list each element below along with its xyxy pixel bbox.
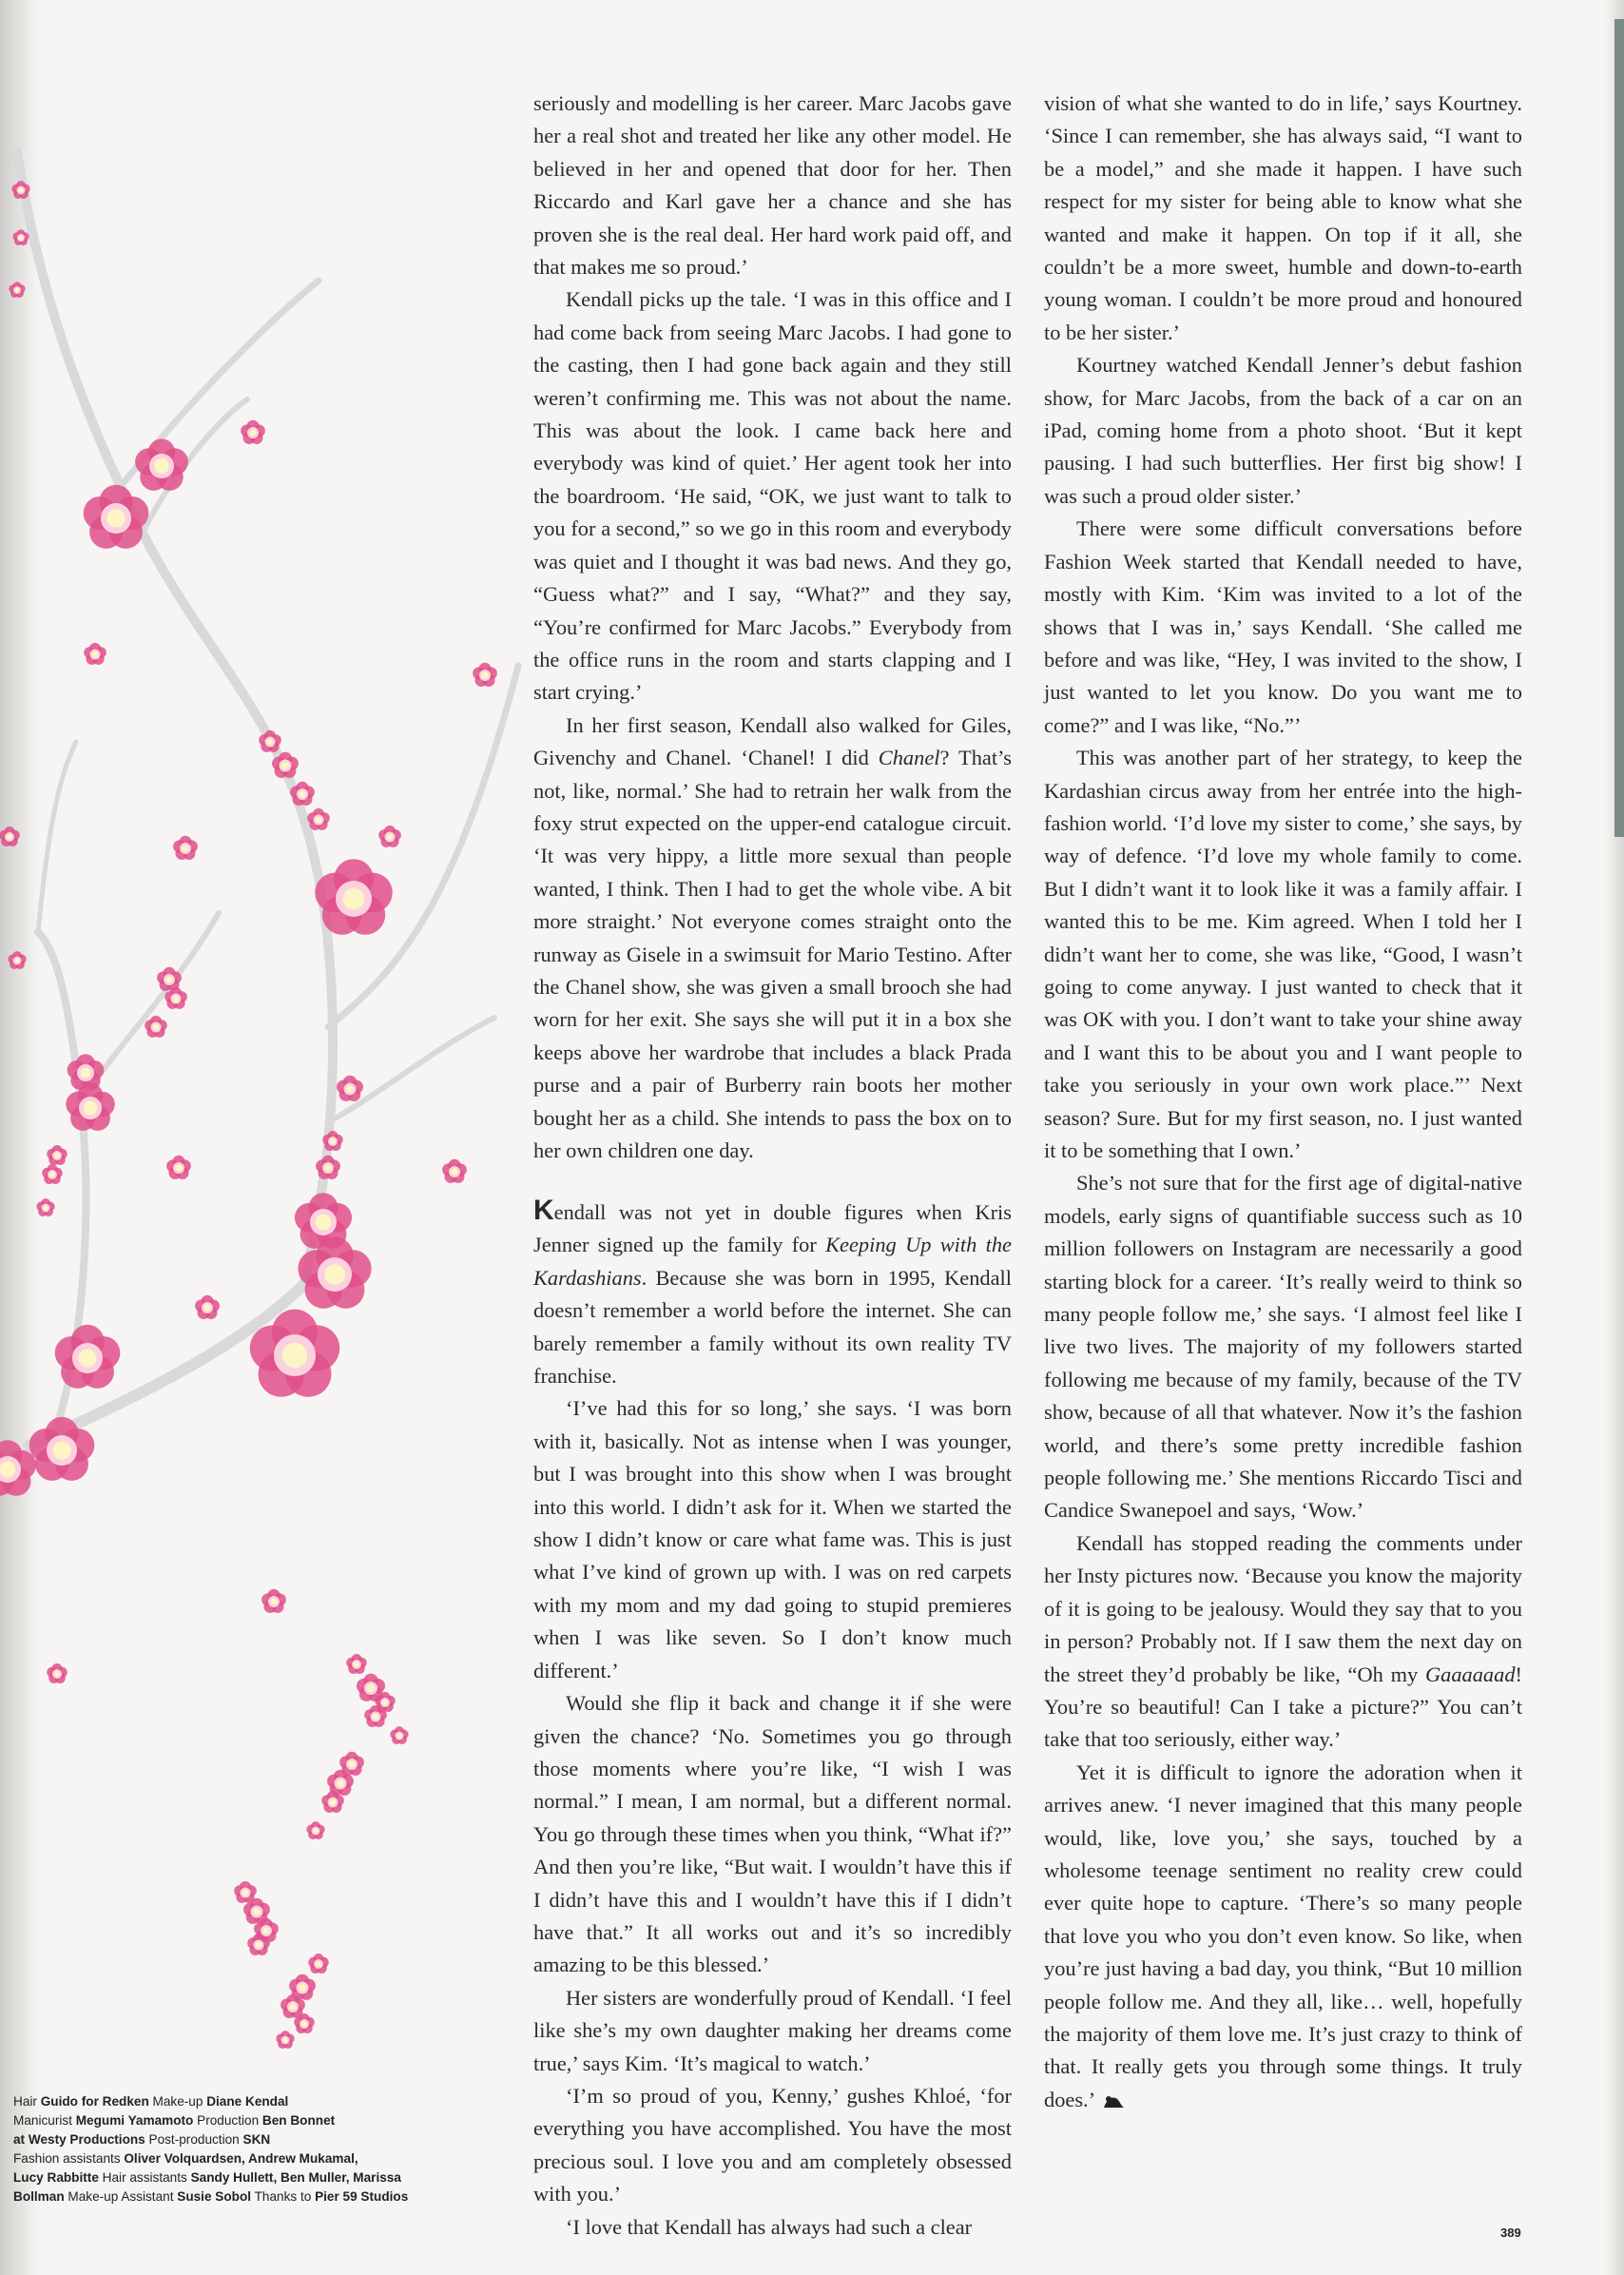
- article-column-1-section-2: [533, 1195, 1012, 2244]
- blossom-flower: [29, 1417, 95, 1481]
- credit-line: Bollman Make-up Assistant Susie Sobol Thanks to Pier 59 Studios: [13, 2189, 409, 2204]
- paragraph: seriously and modelling is her career. Marc Jacobs gave her a real shot and treated her like any other model. He believed in her and opened that door for her. Then Riccardo and Karl gave her a chance and she has proven she is the real deal. Her hard work paid off, and that makes me so proud.’: [533, 91, 1012, 280]
- paragraph: Would she flip it back and change it if she were given the chance? ‘No. Sometimes you go through those moments where you’re like, “I wish I was normal.” I mean, I am normal, but a different normal. You go through these times when you think, “What if?” And then you’re like, “But wait. I wouldn’t have this if I didn’t have this and I wouldn’t have this if I didn’t have that.” It all works out and it’s so incredibly amazing to be this blessed.’: [533, 1691, 1012, 1977]
- paragraph: Kendall has stopped reading the comments under her Insty pictures now. ‘Because you know the majority of it is going to be jealousy. Would they say that to you in person? Probably not. If I saw them the next day on the street they’d probably be like, “Oh my Gaaaaaad! You’re so beautiful! Can I take a picture?” You can’t take that too seriously, either way.’: [1044, 1530, 1522, 1752]
- blossom-flower: [8, 951, 26, 969]
- blossom-flower: [42, 1164, 62, 1184]
- paragraph: ‘I love that Kendall has always had such a clear: [566, 2214, 973, 2239]
- page-number: 389: [1500, 2226, 1521, 2240]
- credit-line: Manicurist Megumi Yamamoto Production Ben Bonnet: [13, 2113, 336, 2128]
- blossom-flower: [36, 1198, 54, 1216]
- photo-credits: [13, 2092, 508, 2207]
- credit-line: Hair Guido for Redken Make-up Diane Kendal: [13, 2094, 289, 2109]
- blossom-flower: [307, 808, 330, 830]
- blossom-flower: [337, 1076, 363, 1101]
- blossom-flower: [378, 826, 401, 847]
- blossom-flower: [11, 181, 29, 199]
- blossom-flower: [84, 485, 149, 549]
- paragraph: vision of what she wanted to do in life,’ says Kourtney. ‘Since I can remember, she has always said, “I want to be a model,” and she made it happen. I have such respect for my sister for being able to know what she wanted and make it happen. On top if it all, she couldn’t be a more sweet, humble and down-to-earth young woman. I couldn’t be more proud and honoured to be her sister.’: [1044, 91, 1522, 344]
- blossom-flower: [316, 1156, 340, 1179]
- paragraph: Kourtney watched Kendall Jenner’s debut fashion show, for Marc Jacobs, from the back of a car on an iPad, coming home from a photo shoot. ‘But it kept pausing. I had such butterflies. Her first big show! I was such a proud older sister.’: [1044, 353, 1522, 508]
- paragraph: Her sisters are wonderfully proud of Kendall. ‘I feel like she’s my own daughter making her dreams come true,’ says Kim. ‘It’s magical to watch.’: [533, 1985, 1012, 2075]
- article-column-1: [533, 88, 1012, 1167]
- blossom-flower: [308, 1954, 328, 1974]
- blossom-flower: [276, 2031, 294, 2049]
- paragraph: Yet it is difficult to ignore the adoration when it arrives anew. ‘I never imagined that this many people would, like, love you,’ she says, touched by a wholesome teenage sentiment no reality crew could ever quite hope to capture. ‘There’s so many people that love you who you don’t even know. So like, when you’re just having a bad day, you think, “But 10 million people follow me. And they all, like… well, hopefully the majority of them love me. It’s just crazy to think of that. It really gets you through some things. It truly does.’: [1044, 1760, 1522, 2111]
- paragraph: This was another part of her strategy, to keep the Kardashian circus away from her entrée into the high-fashion world. ‘I’d love my sister to come,’ she says, by way of defence. ‘I’d love my whole family to come. But I didn’t want it to look like it was a family affair. I wanted this to be me. Kim agreed. When I told her I didn’t want her to come, she was like, “Good, I wasn’t going to come anyway. I just wanted to check that it was OK with you. I don’t want to take your shine away and I want this to be about you and I want people to take you seriously in your own work place.”’ Next season? Sure. But for my first season, no. I just wanted it to be something that I own.’: [1044, 746, 1522, 1162]
- blossom-flower: [306, 1821, 324, 1839]
- blossom-flower: [84, 643, 106, 665]
- paragraph: Kendall picks up the tale. ‘I was in this office and I had come back from seeing Marc Jacobs. I had gone to the casting, then I had gone back again and they still weren’t confirming me. This was not about the name. This was about the look. I came back here and everybody was kind of quiet.’ Her agent took her into the boardroom. ‘He said, “OK, we just want to talk to you for a second,” so we go in this room and everybody was quiet and I thought it was bad news. And they go, “Guess what?” and I say, “What?” and they say, “You’re confirmed for Marc Jacobs.” Everybody from the office runs in the room and starts clapping and I start crying.’: [533, 287, 1012, 705]
- paragraph: ‘I’ve had this for so long,’ she says. ‘I was born with it, basically. Not as intense when I was younger, but I was brought into this show when I was brought into this world. I didn’t ask for it. When we started the show I didn’t know or care what fame was. This is just what I’ve kind of grown up with. I was on red carpets with my mom and my dad going to stupid premieres when I was like seven. So I don’t know much different.’: [533, 1396, 1012, 1682]
- credit-line: Fashion assistants Oliver Volquardsen, Andrew Mukamal,: [13, 2151, 358, 2166]
- blossom-flower: [66, 1083, 115, 1131]
- blossom-flower: [145, 1016, 167, 1038]
- blossom-flower: [0, 826, 20, 846]
- blossom-flower: [315, 859, 393, 935]
- paragraph: In her first season, Kendall also walked for Giles, Givenchy and Chanel. ‘Chanel! I did Chanel? That’s not, like, normal.’ She had to retrain her walk from the foxy strut expected on the upper-end catalogue circuit. ‘It was very hippy, a little more sexual than people wanted, I think. Then I had to get the whole vibe. A bit more straight.’ Not everyone comes straight onto the runway as Gisele in a swimsuit for Mario Testino. After the Chanel show, she was given a small brooch she had worn for her exit. She says she will put it in a box she keeps above her wardrobe that includes a black Prada purse and a pair of Burberry rain boots her mother bought her as a child. She intends to pass the box on to her own children one day.: [533, 712, 1012, 1162]
- blossom-flower: [9, 282, 25, 298]
- credit-line: Lucy Rabbitte Hair assistants Sandy Hullett, Ben Muller, Marissa: [13, 2170, 401, 2185]
- blossom-flower: [195, 1295, 220, 1319]
- blossom-flower: [442, 1159, 467, 1183]
- blossom-flower: [346, 1654, 366, 1674]
- blossom-flower: [166, 1156, 191, 1179]
- credit-line: at Westy Productions Post-production SKN: [13, 2132, 271, 2147]
- blossom-flower: [173, 836, 198, 860]
- paragraph: She’s not sure that for the first age of digital-native models, early signs of quantifiable success such as 10 million followers on Instagram are necessarily a good starting block for a career. ‘It’s really weird to think so many people follow me,’ she says. ‘I almost feel like I live two lives. The majority of my followers started following me because of my family, because of the TV show, because of all that whatever. Now it’s the fashion world, and there’s some pretty incredible fashion people following me.’ She mentions Riccardo Tisci and Candice Swanepoel and says, ‘Wow.’: [1044, 1171, 1522, 1523]
- blossom-flower: [241, 420, 265, 444]
- paragraph: ‘I’m so proud of you, Kenny,’ gushes Khloé, ‘for everything you have accomplished. You have the most precious soul. I love you and am completely obsessed with you.’: [533, 2083, 1012, 2207]
- blossom-flower: [47, 1663, 67, 1683]
- blossom-flower: [47, 1145, 67, 1165]
- article-column-2: [1044, 88, 1522, 2116]
- cherry-blossom-illustration: [0, 0, 532, 2092]
- end-mark-icon: [1101, 2093, 1126, 2110]
- blossom-flower: [261, 1589, 286, 1613]
- blossom-flower: [473, 663, 497, 687]
- blossom-flower: [55, 1325, 121, 1389]
- paragraph: There were some difficult conversations before Fashion Week started that Kendall needed to have, mostly with Kim. ‘Kim was invited to a lot of the shows that I was in,’ says Kendall. ‘She called me before and was like, “Hey, I was invited to the show, I just wanted to let you know. Do you want me to come?” and I was like, “No.”’: [1044, 516, 1522, 737]
- blossom-flower: [390, 1726, 408, 1744]
- blossom-flower: [135, 438, 188, 490]
- drop-cap: K: [533, 1195, 554, 1226]
- page-tab: [1614, 19, 1624, 837]
- section-opening-paragraph: Kendall was not yet in double figures when Kris Jenner signed up the family for Keeping Up with the Kardashians. Because she was born in 1995, Kendall doesn’t remember a world before the internet. She can barely remember a family without its own reality TV franchise.: [533, 1195, 1012, 1389]
- blossom-flower: [12, 229, 29, 245]
